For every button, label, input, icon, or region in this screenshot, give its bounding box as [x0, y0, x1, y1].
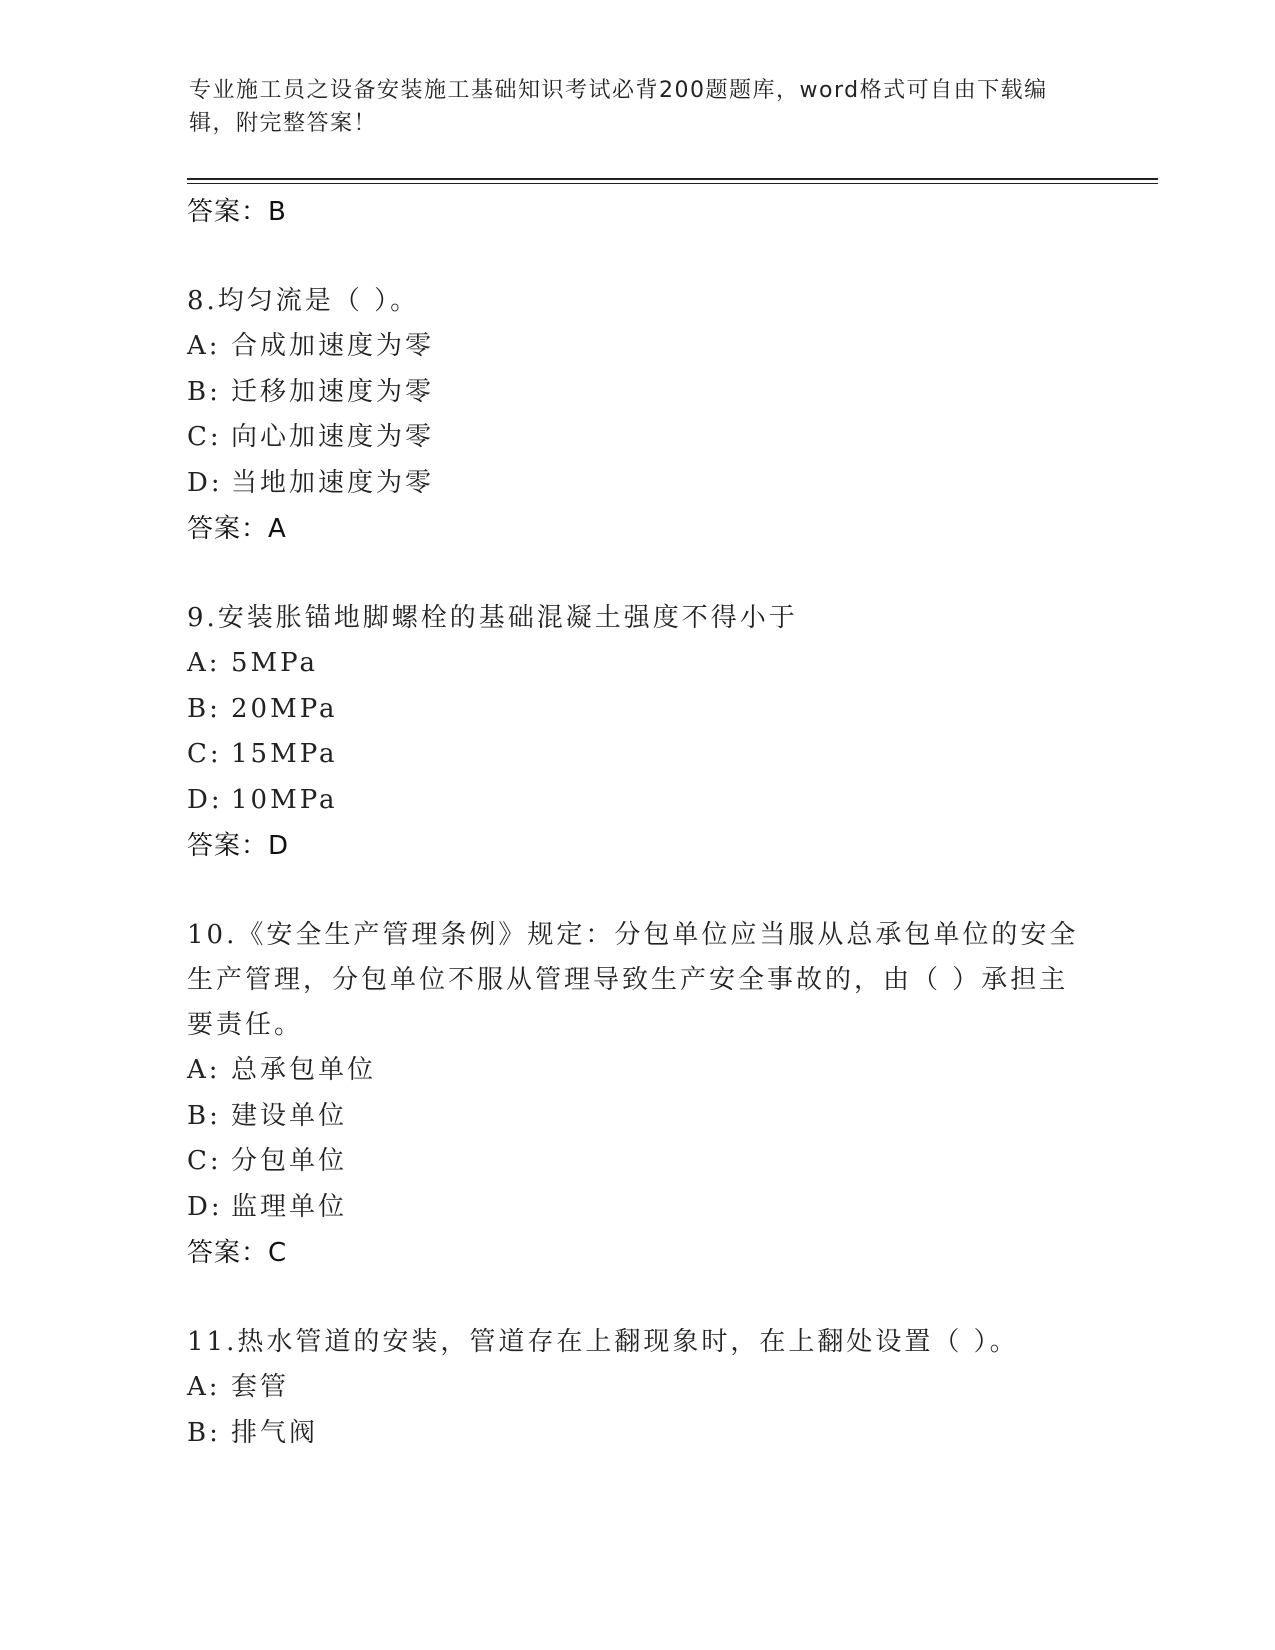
option-text: 建设单位 [231, 1100, 348, 1131]
option-letter: C: [187, 1146, 222, 1176]
option-letter: C: [187, 422, 222, 452]
option-letter: A: [187, 1372, 221, 1402]
option-text: 20MPa [231, 693, 338, 724]
option-a [187, 641, 1087, 687]
option-letter: D: [187, 1191, 223, 1222]
option-a [187, 1365, 1087, 1411]
option-letter: D: [187, 467, 223, 498]
option-text: 分包单位 [231, 1146, 348, 1176]
option-letter: B: [187, 693, 221, 724]
option-c [187, 732, 1087, 778]
question-block [187, 913, 1087, 1276]
option-b [187, 1094, 1087, 1140]
option-d [187, 1185, 1087, 1231]
option-b [187, 1411, 1087, 1457]
option-b [187, 687, 1087, 733]
answer-line: 答案：B [187, 197, 287, 227]
option-a [187, 324, 1087, 370]
option-text: 套管 [231, 1372, 290, 1402]
option-text: 监理单位 [231, 1191, 348, 1222]
option-text: 合成加速度为零 [231, 331, 435, 361]
question-block [187, 279, 1087, 552]
option-text: 10MPa [231, 784, 338, 815]
question-block [187, 1320, 1087, 1456]
question-stem: 8.均匀流是（ ）。 [187, 286, 420, 316]
option-letter: B: [187, 1417, 221, 1448]
option-letter: B: [187, 1100, 221, 1131]
answer-line: 答案：A [187, 514, 287, 544]
header-rule-thin [187, 183, 1158, 184]
answer-line: 答案：C [187, 1238, 288, 1268]
question-stem: 11.热水管道的安装，管道存在上翻现象时，在上翻处设置（ ）。 [187, 1327, 1019, 1357]
option-text: 迁移加速度为零 [231, 376, 435, 407]
option-d [187, 778, 1087, 824]
option-a [187, 1048, 1087, 1094]
option-letter: C: [187, 739, 222, 769]
option-text: 当地加速度为零 [231, 467, 435, 498]
question-list [187, 189, 1087, 1456]
option-letter: A: [187, 1055, 221, 1085]
answer-line: 答案：D [187, 831, 290, 861]
option-text: 总承包单位 [231, 1055, 377, 1085]
option-letter: A: [187, 331, 221, 361]
option-letter: B: [187, 376, 221, 407]
option-text: 排气阀 [231, 1417, 319, 1448]
question-stem: 10.《安全生产管理条例》规定：分包单位应当服从总承包单位的安全生产管理，分包单位不服从管理导致生产安全事故的，由（ ）承担主要责任。 [187, 920, 1079, 1040]
option-c [187, 1139, 1087, 1185]
question-block [187, 596, 1087, 869]
option-text: 15MPa [231, 739, 338, 769]
document-header-title: 专业施工员之设备安装施工基础知识考试必背200题题库，word格式可自由下载编辑，附完整答案！ [189, 78, 1048, 136]
option-letter: D: [187, 784, 223, 815]
header-rule-thick [187, 178, 1158, 180]
option-text: 5MPa [231, 648, 318, 678]
question-stem: 9.安装胀锚地脚螺栓的基础混凝土强度不得小于 [187, 603, 798, 633]
option-d [187, 461, 1087, 507]
option-c [187, 415, 1087, 461]
option-letter: A: [187, 648, 221, 678]
option-text: 向心加速度为零 [231, 422, 435, 452]
option-b [187, 370, 1087, 416]
